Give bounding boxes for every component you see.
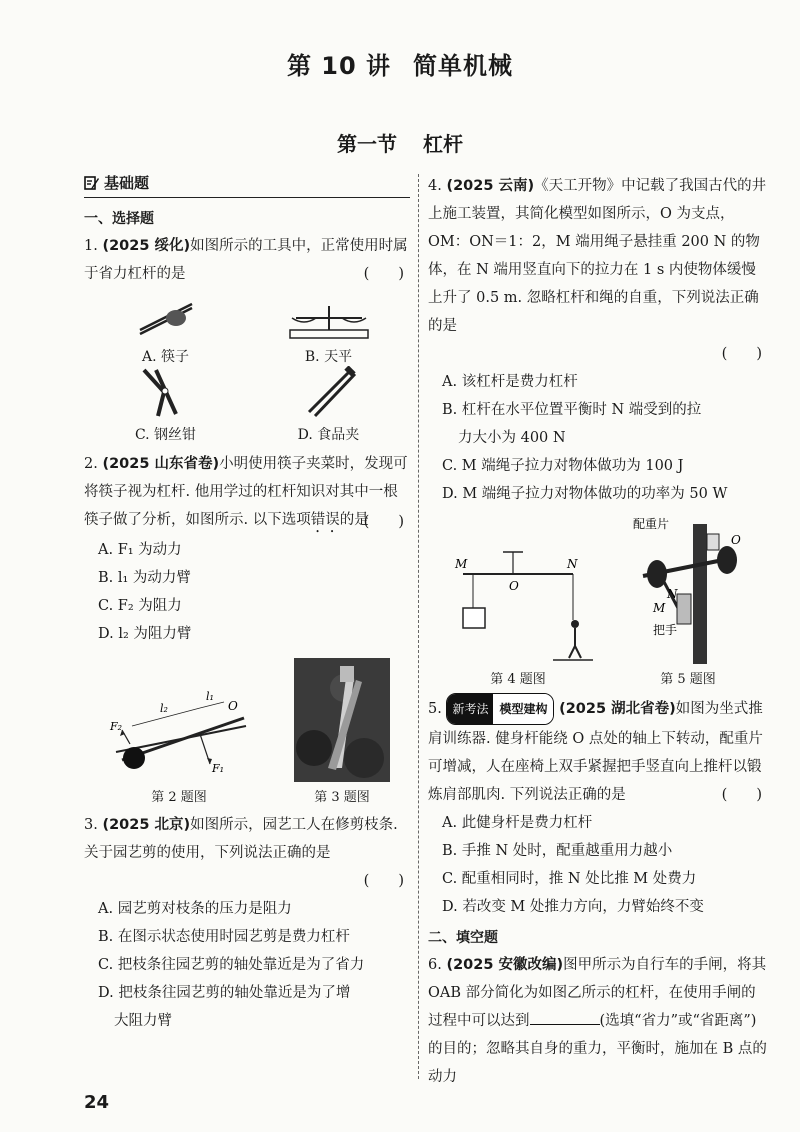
chapter-title	[0, 46, 800, 81]
figure-row-4-5	[428, 514, 768, 687]
section-number: 第一节	[337, 132, 397, 156]
question-4: 4. (2025 云南)《天工开物》中记载了我国古代的井上施工装置，其简化模型如图所示，O 为支点，OM：ON＝1：2，M 端用绳子悬挂重 200 N 的物体，在 N 端用竖直向下的拉力在 1 s 内使物体缓慢上升了 0.5 m. 忽略杠杆和绳的自重，下列说法正确的是	[428, 178, 767, 334]
food-tongs-icon	[299, 366, 359, 418]
question-2: 2. (2025 山东省卷)小明使用筷子夹菜时，发现可将筷子视为杠杆. 他用学过的杠杆知识对其中一根筷子做了分析，如图所示. 以下选项错误的是	[84, 456, 408, 528]
option-balance: B. 天平	[247, 288, 410, 366]
choice-heading: 一、选择题	[84, 211, 154, 227]
section-title	[0, 128, 800, 157]
column-divider	[418, 174, 419, 1079]
chopsticks-icon	[136, 300, 196, 340]
question-1: 1. (2025 绥化)如图所示的工具中，正常使用时属于省力杠杆的是	[84, 238, 408, 282]
option-chopsticks: A. 筷子	[84, 288, 247, 366]
svg-text:F₁: F₁	[212, 762, 225, 775]
right-column: 4. (2025 云南)《天工开物》中记载了我国古代的井上施工装置，其简化模型如图所示，O 为支点，OM：ON＝1：2，M 端用绳子悬挂重 200 N 的物体，在 N 端用竖直向下的拉力在 1 s 内使物体缓慢上升了 0.5 m. 忽略杠杆和绳的自重，下列说法正确的是 ( ) A. 该杠杆是费力杠杆 B. 杠杆在水平位置平衡时 N 端受到的拉 力大小为 400 N C. M 端绳子拉力对物体做功为 100 J D. M 端绳子拉力对物体做功的功率为 50 W M O N 第 4 题图 配重片 O N M 把手 第 5 题图 5. 新考法 模型建构 (2025 湖北省卷)如图为坐式推肩训练器. 健身杆能绕 O 点处的轴上下转动，配重片可增减，人在座椅上双手紧握把手竖直向上推杆以锻炼肩部肌肉. 下列说法正确的是 ( ) A. 此健身杆是费力杠杆 B. 手推 N 处时，配重越重用力越小 C. 配重相同时，推 N 处比推 M 处费力 D. 若改变 M 处推力方向，力臂始终不变 二、填空题 6. (2025 安徽改编)图甲所示为自行车的手闸，将其 OAB 部分简化为如图乙所示的杠杆，在使用手闸的过程中可以达到 (选填“省力”或“省距离”) 的目的；忽略其自身的重力，平衡时，施加在 B 点的动力	[428, 172, 768, 1091]
question-3: 3. (2025 北京)如图所示，园艺工人在修剪枝条. 关于园艺剪的使用，下列说法正确的是	[84, 817, 398, 861]
new-exam-badge: 新考法 模型建构	[446, 693, 554, 725]
pencil-note-icon	[84, 175, 100, 191]
svg-text:F₂: F₂	[110, 720, 123, 733]
chapter-name: 简单机械	[413, 52, 514, 80]
well-lever-diagram	[443, 544, 593, 664]
pliers-icon	[136, 366, 196, 418]
svg-text:O: O	[731, 533, 741, 547]
figure-row-2-3	[84, 658, 410, 805]
svg-text:配重片: 配重片	[633, 517, 670, 531]
option-pliers: C. 钢丝钳	[84, 366, 247, 444]
figure-2-caption: 第 2 题图	[151, 790, 207, 805]
option-tongs: D. 食品夹	[247, 366, 410, 444]
svg-text:把手: 把手	[653, 623, 678, 637]
question-6: 6. (2025 安徽改编)图甲所示为自行车的手闸，将其 OAB 部分简化为如图乙所示的杠杆，在使用手闸的过程中可以达到 (选填“省力”或“省距离”) 的目的；忽略其自身的重力，平衡时，施加在 B 点的动力	[428, 957, 767, 1085]
shoulder-press-diagram	[623, 514, 753, 664]
figure-4	[443, 544, 593, 687]
answer-paren: ( )	[363, 266, 404, 282]
svg-text:M: M	[455, 557, 468, 571]
chopstick-force-diagram	[104, 672, 254, 782]
svg-text:O: O	[509, 579, 519, 593]
svg-text:l₁: l₁	[206, 690, 214, 703]
basic-label: 基础题	[104, 174, 150, 192]
svg-text:O: O	[228, 699, 238, 713]
svg-text:N: N	[667, 587, 678, 601]
pruning-photo	[294, 658, 390, 782]
chapter-number: 第 10 讲	[286, 52, 392, 80]
section-name: 杠杆	[423, 132, 463, 156]
page-number: 24	[84, 1092, 110, 1113]
figure-5-caption: 第 5 题图	[660, 672, 716, 687]
svg-text:N: N	[567, 557, 578, 571]
figure-4-caption: 第 4 题图	[490, 672, 546, 687]
q1-options	[84, 288, 410, 444]
balance-scale-icon	[284, 300, 374, 340]
figure-3-caption: 第 3 题图	[314, 790, 370, 805]
fill-heading: 二、填空题	[428, 930, 498, 946]
figure-3	[294, 658, 390, 805]
left-column: 基础题 一、选择题 1. (2025 绥化)如图所示的工具中，正常使用时属于省力杠杆的是 ( ) A. 筷子 B. 天平 C. 钢丝钳 D. 食品夹 2. (2025 山东省卷)小明使用筷子夹菜时，发现可将筷子视为杠杆. 他用学过的杠杆知识对其中一根筷子做了分析，如图所示. 以下选项错误的是 ( ) A. F₁ 为动力 B. l₁ 为动力臂 C. F₂ 为阻力 D. l₂ 为阻力臂 F₂ l₂ l₁ O F₁ 第 2 题图 第 3 题图 3. (2025 北京)如图所示，园艺工人在修剪枝条. 关于园艺剪的使用，下列说法正确的是 ( ) A. 园艺剪对枝条的压力是阻力 B. 在图示状态使用时园艺剪是费力杠杆 C. 把枝条往园艺剪的轴处靠近是为了省力 D. 把枝条往园艺剪的轴处靠近是为了增 大阻力臂	[84, 172, 410, 1035]
figure-5	[623, 514, 753, 687]
svg-text:M: M	[653, 601, 666, 615]
svg-text:l₂: l₂	[160, 702, 168, 715]
question-5: 5. 新考法 模型建构 (2025 湖北省卷)如图为坐式推肩训练器. 健身杆能绕 O 点处的轴上下转动，配重片可增减，人在座椅上双手紧握把手竖直向上推杆以锻炼肩部肌肉. 下列说法正确的是	[428, 693, 768, 809]
answer-blank[interactable]	[530, 1010, 600, 1025]
basic-header	[84, 172, 410, 198]
figure-2	[104, 672, 254, 805]
